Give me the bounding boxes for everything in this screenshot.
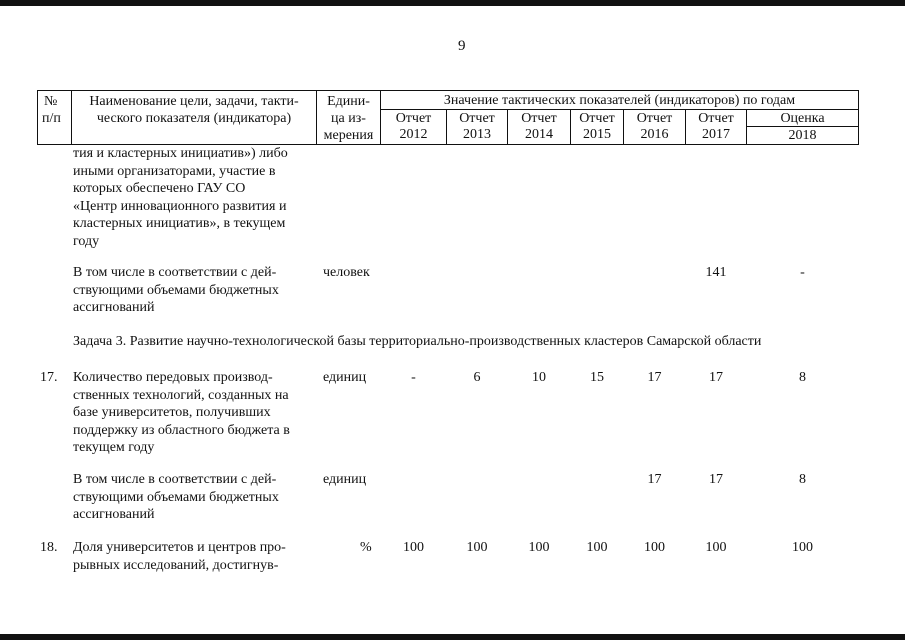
header-year: 2013 [463, 127, 491, 142]
row-value: 8 [799, 370, 806, 385]
header-year-label: Отчет [636, 111, 673, 126]
header-name: Наименование цели, задачи, такти- [89, 94, 299, 109]
row-name-line: базе университетов, получивших [73, 405, 271, 420]
header-year: 2017 [702, 127, 730, 142]
header-year: 2014 [525, 127, 553, 142]
header-year: 2016 [640, 127, 669, 142]
scan-edge-top [0, 0, 905, 6]
row-name-line: Количество передовых производ- [73, 370, 273, 385]
header-year-label: Отчет [395, 111, 432, 126]
row-value: 100 [403, 540, 424, 555]
header-unit: ца из- [331, 111, 366, 126]
row-unit: человек [323, 265, 370, 280]
header-year-label: Отчет [459, 111, 495, 126]
header-year-label: Оценка [780, 111, 825, 126]
header-values-title: Значение тактических показателей (индикаторов) по годам [443, 93, 796, 108]
row-value: 17 [647, 472, 662, 487]
row-value: 100 [528, 540, 550, 555]
row-unit: % [360, 540, 372, 555]
row-name-line: ствующими объемами бюджетных [73, 489, 279, 505]
row-name-line: текущем году [73, 440, 155, 455]
row-value: 100 [705, 540, 727, 555]
row-value: 17 [709, 472, 723, 487]
row-name-line: Доля университетов и центров про- [73, 540, 286, 555]
header-name: ческого показателя (индикатора) [96, 111, 292, 126]
row-name-cell [73, 369, 314, 457]
header-year: 2012 [399, 127, 428, 142]
row-name-line: году [73, 233, 100, 249]
row-name-line: ассигнований [73, 507, 155, 522]
row-name-line: ственных технологий, созданных на [73, 387, 289, 403]
header-year: 2015 [583, 127, 611, 142]
row-number: 17. [40, 370, 58, 385]
row-name-line: В том числе в соответствии с дей- [73, 265, 277, 280]
row-name-cell [73, 539, 314, 574]
header-num: № [44, 94, 58, 109]
row-name-line: поддержку из областного бюджета в [73, 422, 290, 438]
row-value: 100 [586, 540, 608, 555]
row-name-line: ассигнований [73, 300, 155, 315]
row-value: - [411, 370, 416, 385]
row-value: 17 [709, 370, 723, 385]
row-unit: единиц [323, 370, 367, 385]
header-year-label: Отчет [698, 111, 734, 126]
scan-edge-bottom [0, 634, 905, 640]
row-name-cell [73, 471, 314, 524]
header-year-label: Отчет [579, 111, 615, 126]
row-name-line: кластерных инициатив», в текущем [73, 216, 286, 231]
row-name-line: иными организаторами, участие в [73, 163, 276, 179]
row-name-cell [73, 264, 314, 317]
row-name-line: рывных исследований, достигнув- [73, 557, 279, 573]
header-year: 2018 [788, 128, 817, 143]
row-value: 10 [532, 370, 546, 385]
row-value: - [800, 265, 805, 280]
row-name-line: В том числе в соответствии с дей- [73, 472, 277, 487]
header-unit: Едини- [327, 94, 370, 109]
row-name-line: ствующими объемами бюджетных [73, 282, 279, 298]
header-num: п/п [42, 111, 61, 126]
row-value: 100 [792, 540, 813, 555]
header-year-label: Отчет [521, 111, 557, 126]
page-number: 9 [458, 38, 466, 54]
row-value: 15 [590, 370, 604, 385]
task-title: Задача 3. Развитие научно-технологической базы территориально-производственных кластеров Самарской области [73, 334, 762, 349]
row-value: 8 [799, 472, 806, 487]
row-value: 100 [466, 540, 488, 555]
row-name-line: тия и кластерных инициатив») либо [73, 146, 288, 161]
row-value: 6 [473, 370, 481, 385]
row-value: 17 [647, 370, 662, 385]
header-unit: мерения [323, 128, 374, 143]
row-value: 141 [705, 265, 727, 280]
row-name-line: которых обеспечено ГАУ СО [73, 181, 246, 196]
row-name-line: «Центр инновационного развития и [73, 198, 287, 214]
row-name-cell [73, 145, 314, 250]
row-number: 18. [40, 540, 58, 555]
row-unit: единиц [323, 472, 367, 487]
row-value: 100 [644, 540, 665, 555]
